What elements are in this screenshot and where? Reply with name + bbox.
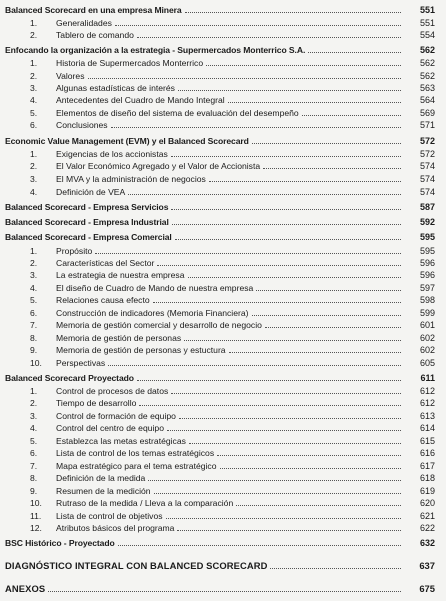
toc-subentry <box>0 307 446 319</box>
page-number: 612 <box>419 398 435 408</box>
dot-leader <box>302 115 401 116</box>
entry-title: Balanced Scorecard en una empresa Minera <box>5 5 182 15</box>
toc-section-entry <box>0 537 446 549</box>
dot-leader <box>88 78 401 79</box>
entry-number: 11. <box>30 511 42 521</box>
dot-leader <box>128 194 401 195</box>
toc-subentry <box>0 269 446 281</box>
entry-number: 3. <box>30 83 38 93</box>
entry-number: 1. <box>30 18 38 28</box>
page-number: 595 <box>419 246 435 256</box>
page-number: 622 <box>419 523 435 533</box>
entry-title: Lista de control de objetivos <box>56 511 163 521</box>
entry-title: Memoria de gestión de personas y estuctura <box>56 345 226 355</box>
entry-number: 6. <box>30 308 38 318</box>
page-number: 637 <box>419 560 435 571</box>
page-number: 619 <box>419 486 435 496</box>
page-number: 562 <box>419 71 435 81</box>
entry-number: 10. <box>30 498 42 508</box>
entry-title: Construcción de indicadores (Memoria Financiera) <box>56 308 249 318</box>
toc-subentry <box>0 82 446 94</box>
entry-title: Atributos básicos del programa <box>56 523 175 533</box>
page-number: 572 <box>419 136 435 146</box>
entry-title: El Valor Económico Agregado y el Valor de Accionista <box>56 161 261 171</box>
entry-number: 6. <box>30 448 38 458</box>
page-number: 612 <box>419 386 435 396</box>
dot-leader <box>178 90 401 91</box>
entry-number: 6. <box>30 120 38 130</box>
entry-title: El MVA y la administración de negocios <box>56 174 206 184</box>
page-number: 615 <box>419 436 435 446</box>
page-number: 551 <box>419 5 435 15</box>
toc-subentry <box>0 397 446 409</box>
page-number: 574 <box>419 161 435 171</box>
page-number: 592 <box>419 217 435 227</box>
entry-number: 4. <box>30 95 38 105</box>
entry-title: El diseño de Cuadro de Mando de nuestra empresa <box>56 283 254 293</box>
dot-leader <box>172 224 401 225</box>
entry-title: Enfocando la organización a la estrategia - Supermercados Monterrico S.A. <box>5 45 306 55</box>
entry-number: 4. <box>30 283 38 293</box>
page-number: 596 <box>419 258 435 268</box>
toc-subentry <box>0 485 446 497</box>
entry-number: 8. <box>30 473 38 483</box>
dot-leader <box>175 239 401 240</box>
entry-number: 3. <box>30 411 38 421</box>
page-number: 621 <box>419 511 435 521</box>
entry-title: La estrategia de nuestra empresa <box>56 270 185 280</box>
entry-title: DIAGNÓSTICO INTEGRAL CON BALANCED SCORECARD <box>5 560 268 571</box>
page-number: 614 <box>419 423 435 433</box>
entry-title: Historia de Supermercados Monterrico <box>56 58 204 68</box>
entry-number: 2. <box>30 258 38 268</box>
toc-subentry <box>0 245 446 257</box>
entry-number: 7. <box>30 461 38 471</box>
dot-leader <box>184 340 401 341</box>
dot-leader <box>256 290 401 291</box>
entry-title: Memoria de gestión de personas <box>56 333 182 343</box>
entry-number: 2. <box>30 30 38 40</box>
toc-subentry <box>0 257 446 269</box>
entry-title: Elementos de diseño del sistema de evaluación del desempeño <box>56 108 299 118</box>
dot-leader <box>217 455 401 456</box>
entry-title: Control de formación de equipo <box>56 411 176 421</box>
entry-title: Balanced Scorecard Proyectado <box>5 373 134 383</box>
toc-subentry <box>0 17 446 29</box>
dot-leader <box>209 181 401 182</box>
entry-title: Memoria de gestión comercial y desarrollo de negocio <box>56 320 262 330</box>
page-number: 554 <box>419 30 435 40</box>
entry-number: 5. <box>30 295 38 305</box>
dot-leader <box>153 302 401 303</box>
entry-title: Tablero de comando <box>56 30 134 40</box>
entry-title: Balanced Scorecard - Empresa Industrial <box>5 217 169 227</box>
dot-leader <box>148 480 401 481</box>
toc-subentry <box>0 357 446 369</box>
page-number: 602 <box>419 345 435 355</box>
toc-subentry <box>0 332 446 344</box>
page-number: 601 <box>419 320 435 330</box>
entry-title: Perspectivas <box>56 358 106 368</box>
page-number: 564 <box>419 95 435 105</box>
toc-subentry <box>0 148 446 160</box>
dot-leader <box>270 568 401 569</box>
entry-title: Lista de control de los temas estratégicos <box>56 448 215 458</box>
toc-subentry <box>0 29 446 41</box>
entry-number: 1. <box>30 386 38 396</box>
toc-subentry <box>0 472 446 484</box>
dot-leader <box>228 102 401 103</box>
entry-title: Tiempo de desarrollo <box>56 398 137 408</box>
entry-number: 5. <box>30 108 38 118</box>
entry-title: Balanced Scorecard - Empresa Comercial <box>5 232 172 242</box>
toc-section-entry <box>0 201 446 213</box>
page-number: 611 <box>420 373 435 383</box>
dot-leader <box>115 25 401 26</box>
entry-title: Conclusiones <box>56 120 108 130</box>
page-number: 574 <box>419 187 435 197</box>
page-number: 587 <box>419 202 435 212</box>
dot-leader <box>171 209 401 210</box>
dot-leader <box>229 352 401 353</box>
entry-number: 12. <box>30 523 42 533</box>
entry-number: 7. <box>30 320 38 330</box>
entry-title: Economic Value Management (EVM) y el Balanced Scorecard <box>5 136 249 146</box>
toc-subentry <box>0 344 446 356</box>
dot-leader <box>167 430 401 431</box>
page-number: 618 <box>419 473 435 483</box>
entry-number: 1. <box>30 149 38 159</box>
toc-subentry <box>0 94 446 106</box>
toc-subentry <box>0 385 446 397</box>
dot-leader <box>265 327 401 328</box>
page-number: 563 <box>419 83 435 93</box>
toc-subentry <box>0 160 446 172</box>
toc-section-entry <box>0 372 446 384</box>
toc-subentry <box>0 57 446 69</box>
dot-leader <box>188 277 401 278</box>
entry-title: Antecedentes del Cuadro de Mando Integral <box>56 95 225 105</box>
dot-leader <box>206 65 401 66</box>
page-number: 602 <box>419 333 435 343</box>
toc-subentry <box>0 497 446 509</box>
toc-section-entry <box>0 135 446 147</box>
entry-number: 5. <box>30 436 38 446</box>
page-number: 596 <box>419 270 435 280</box>
page-number: 569 <box>419 108 435 118</box>
page-number: 617 <box>419 461 435 471</box>
dot-leader <box>308 52 401 53</box>
dot-leader <box>263 168 401 169</box>
page-number: 605 <box>419 358 435 368</box>
dot-leader <box>166 518 401 519</box>
dot-leader <box>189 443 401 444</box>
dot-leader <box>118 545 401 546</box>
entry-title: Resumen de la medición <box>56 486 151 496</box>
toc-subentry <box>0 460 446 472</box>
entry-title: Rutraso de la medida / Lleva a la comparación <box>56 498 234 508</box>
dot-leader <box>157 265 401 266</box>
entry-number: 1. <box>30 246 38 256</box>
page-number: 572 <box>419 149 435 159</box>
toc-section-entry <box>0 216 446 228</box>
entry-title: Definición de la medida <box>56 473 146 483</box>
page-number: 571 <box>419 120 435 130</box>
dot-leader <box>236 505 401 506</box>
entry-title: Establezca las metas estratégicas <box>56 436 186 446</box>
toc-subentry <box>0 447 446 459</box>
dot-leader <box>137 380 401 381</box>
dot-leader <box>139 405 401 406</box>
toc-subentry <box>0 186 446 198</box>
dot-leader <box>220 468 401 469</box>
entry-number: 8. <box>30 333 38 343</box>
dot-leader <box>108 365 401 366</box>
toc-subentry <box>0 410 446 422</box>
entry-number: 10. <box>30 358 42 368</box>
dot-leader <box>252 315 401 316</box>
entry-title: Definición de VEA <box>56 187 126 197</box>
entry-title: BSC Histórico - Proyectado <box>5 538 115 548</box>
toc-subentry <box>0 282 446 294</box>
entry-title: Generalidades <box>56 18 112 28</box>
page-number: 675 <box>419 583 435 594</box>
entry-title: Mapa estratégico para el tema estratégico <box>56 461 217 471</box>
toc-subentry <box>0 435 446 447</box>
entry-title: ANEXOS <box>5 583 46 594</box>
dot-leader <box>137 37 401 38</box>
toc-subentry <box>0 319 446 331</box>
dot-leader <box>171 156 401 157</box>
page-number: 597 <box>419 283 435 293</box>
page-number: 574 <box>419 174 435 184</box>
entry-title: Características del Sector <box>56 258 155 268</box>
page-number: 620 <box>419 498 435 508</box>
page-number: 616 <box>419 448 435 458</box>
entry-number: 4. <box>30 423 38 433</box>
entry-number: 1. <box>30 58 38 68</box>
entry-title: Balanced Scorecard - Empresa Servicios <box>5 202 169 212</box>
dot-leader <box>252 143 401 144</box>
dot-leader <box>111 127 401 128</box>
entry-title: Algunas estadísticas de interés <box>56 83 175 93</box>
dot-leader <box>95 253 401 254</box>
toc-subentry <box>0 173 446 185</box>
dot-leader <box>48 591 401 592</box>
page-number: 598 <box>419 295 435 305</box>
toc-section-entry <box>0 4 446 16</box>
toc-subentry <box>0 119 446 131</box>
toc-subentry <box>0 422 446 434</box>
page-number: 551 <box>419 18 435 28</box>
toc-section-entry <box>0 560 446 572</box>
entry-title: Control del centro de equipo <box>56 423 164 433</box>
page-number: 562 <box>419 58 435 68</box>
entry-number: 2. <box>30 71 38 81</box>
dot-leader <box>177 530 401 531</box>
page-number: 562 <box>419 45 435 55</box>
entry-title: Exigencias de los accionistas <box>56 149 168 159</box>
entry-title: Propósito <box>56 246 93 256</box>
toc-section-entry <box>0 231 446 243</box>
page-number: 613 <box>419 411 435 421</box>
entry-number: 2. <box>30 398 38 408</box>
toc-subentry <box>0 510 446 522</box>
dot-leader <box>171 393 401 394</box>
entry-number: 4. <box>30 187 38 197</box>
toc-section-entry <box>0 583 446 595</box>
toc-subentry <box>0 107 446 119</box>
page-number: 632 <box>419 538 435 548</box>
dot-leader <box>185 12 401 13</box>
toc-section-entry <box>0 44 446 56</box>
entry-title: Control de procesos de datos <box>56 386 169 396</box>
entry-number: 9. <box>30 486 38 496</box>
toc-subentry <box>0 70 446 82</box>
entry-number: 9. <box>30 345 38 355</box>
entry-title: Valores <box>56 71 85 81</box>
entry-number: 3. <box>30 174 38 184</box>
entry-title: Relaciones causa efecto <box>56 295 150 305</box>
page-number: 599 <box>419 308 435 318</box>
toc-subentry <box>0 522 446 534</box>
page-number: 595 <box>419 232 435 242</box>
dot-leader <box>179 418 401 419</box>
entry-number: 3. <box>30 270 38 280</box>
toc-subentry <box>0 294 446 306</box>
entry-number: 2. <box>30 161 38 171</box>
dot-leader <box>154 493 401 494</box>
